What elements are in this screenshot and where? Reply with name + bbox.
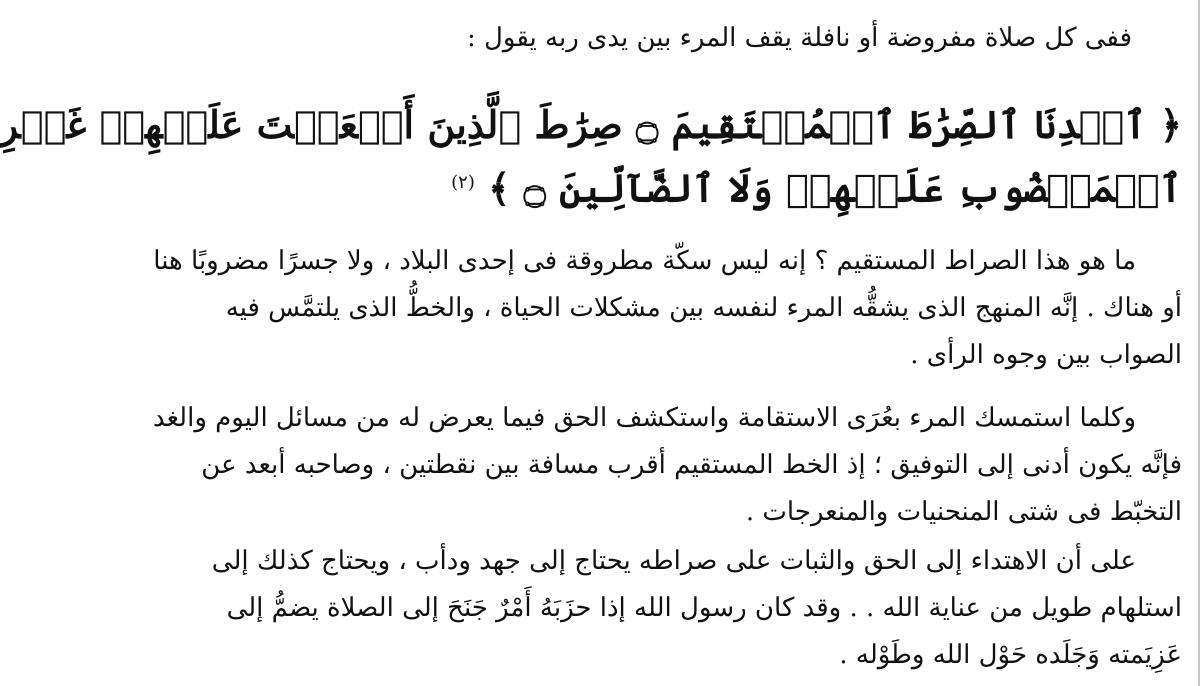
paragraph-3 — [150, 538, 1182, 679]
footnote-marker: (٢) — [451, 172, 475, 193]
quran-verse — [0, 96, 1182, 218]
verse-line-2 — [150, 154, 1182, 218]
verse-line-2-text: ٱلۡمَغۡضُوبِ عَلَيۡهِمۡ وَلَا ٱلضَّآلِّينَ ۝ ﴾ — [488, 165, 1182, 211]
paragraph-1-text: ما هو هذا الصراط المستقيم ؟ إنه ليس سكّة مطروقة فى إحدى البلاد ، ولا جسرًا مضروبًا هنا أو هناك . إنَّه المنهج الذى يشقُّه المرء لنفسه بين مشكلات الحياة ، والخطُّ الذى يلتمَّس فيه الصواب بين وجوه الرأى . — [153, 246, 1182, 370]
paragraph-2 — [150, 395, 1182, 536]
intro-line: ففى كل صلاة مفروضة أو نافلة يقف المرء بين يدى ربه يقول : — [467, 23, 1132, 53]
paragraph-1 — [150, 238, 1182, 379]
verse-line-1: ﴿ ٱهۡدِنَا ٱلصِّرَٰطَ ٱلۡمُسۡتَقِيمَ ۝ صِرَٰطَ ٱلَّذِينَ أَنۡعَمۡتَ عَلَيۡهِمۡ غَيۡرِ — [0, 102, 1182, 147]
paragraph-2-text: وكلما استمسك المرء بعُرَى الاستقامة واستكشف الحق فيما يعرض له من مسائل اليوم والغد فإنَّه يكون أدنى إلى التوفيق ؛ إذ الخط المستقيم أقرب مسافة بين نقطتين ، وصاحبه أبعد عن التخبّط فى شتى المنحنيات والمنعرجات . — [152, 403, 1182, 527]
paragraph-3-text: على أن الاهتداء إلى الحق والثبات على صراطه يحتاج إلى جهد ودأب ، ويحتاج كذلك إلى استلهام طويل من عناية الله . . وقد كان رسول الله إذا حزَبَهُ أَمْرٌ جَنَحَ إلى الصلاة يضمُّ إلى عَزِيَمته وَجَلَده حَوْل الله وطَوْله . — [211, 546, 1182, 670]
